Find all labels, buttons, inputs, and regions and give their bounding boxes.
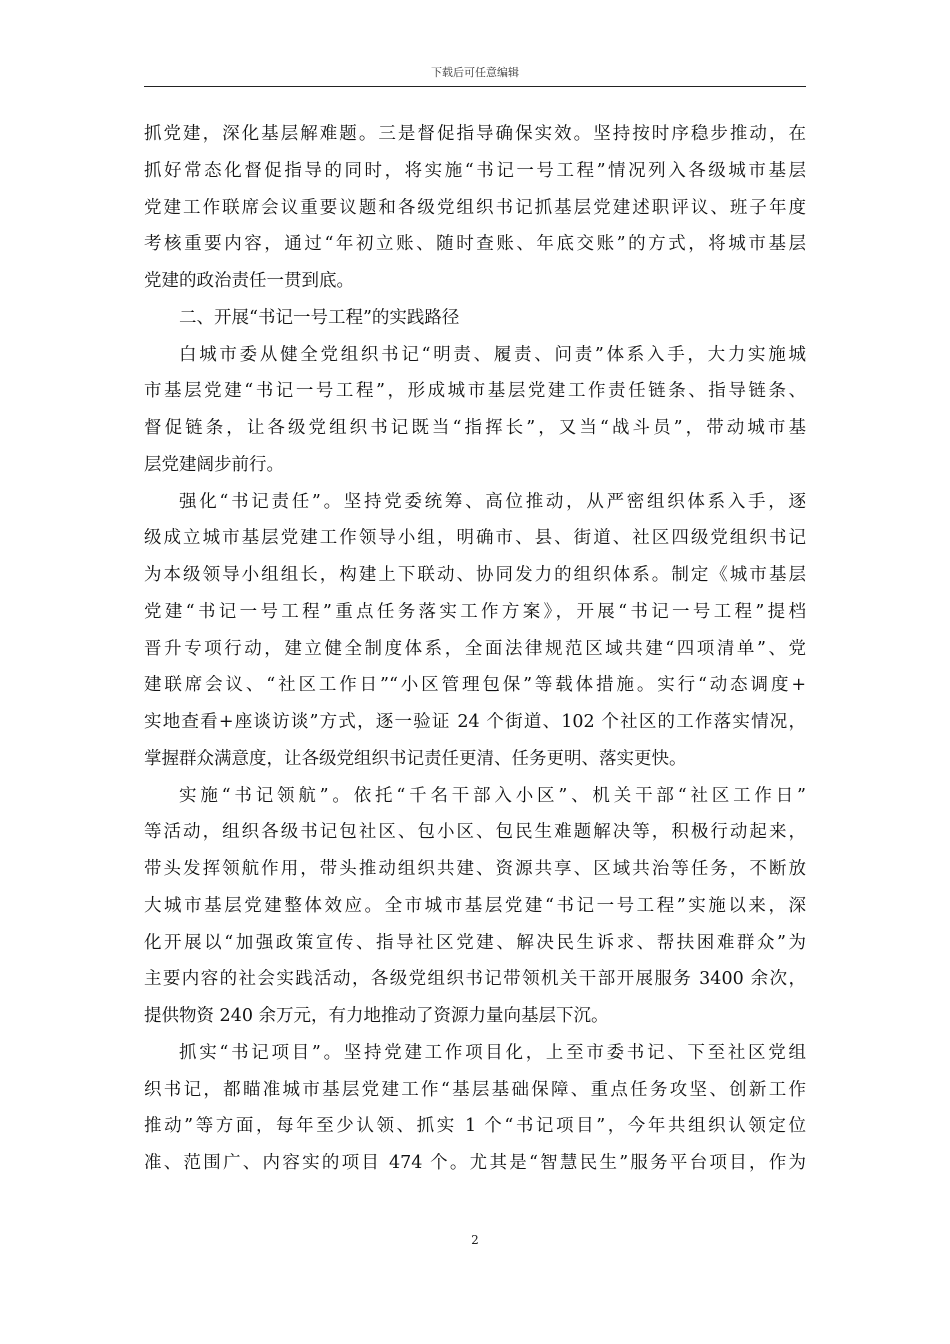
text-line: 级成立城市基层党建工作领导小组，明确市、县、街道、社区四级党组织书记 — [144, 528, 806, 549]
text-line: 推动”等方面，每年至少认领、抓实 1 个“书记项目”，今年共组织认领定位 — [144, 1116, 806, 1137]
document-body — [144, 116, 806, 1182]
text-line: 白城市委从健全党组织书记“明责、履责、问责”体系入手，大力实施城 — [179, 344, 806, 365]
text-line: 抓好常态化督促指导的同时，将实施“书记一号工程”情况列入各级城市基层 — [144, 160, 806, 181]
section-heading: 二、开展“书记一号工程”的实践路径 — [179, 307, 460, 328]
text-line: 抓实“书记项目”。坚持党建工作项目化，上至市委书记、下至社区党组 — [179, 1042, 806, 1063]
text-line: 督促链条，让各级党组织书记既当“指挥长”，又当“战斗员”，带动城市基 — [144, 418, 806, 438]
text-line: 实地查看+座谈访谈”方式，逐一验证 24 个街道、102 个社区的工作落实情况， — [144, 712, 806, 732]
text-line: 实施“书记领航”。依托“千名干部入小区”、机关干部“社区工作日” — [179, 785, 806, 806]
text-line: 党建工作联席会议重要议题和各级党组织书记抓基层党建述职评议、班子年度 — [144, 197, 806, 218]
text-line: 晋升专项行动，建立健全制度体系，全面法律规范区域共建“四项清单”、党 — [144, 638, 806, 659]
text-line: 党建“书记一号工程”重点任务落实工作方案》，开展“书记一号工程”提档 — [144, 601, 806, 622]
text-line: 化开展以“加强政策宣传、指导社区党建、解决民生诉求、帮扶困难群众”为 — [144, 932, 806, 953]
text-line: 主要内容的社会实践活动，各级党组织书记带领机关干部开展服务 3400 余次， — [144, 969, 806, 990]
text-line: 掌握群众满意度，让各级党组织书记责任更清、任务更明、落实更快。 — [144, 748, 687, 769]
page-number: 2 — [471, 1233, 479, 1247]
text-line: 强化“书记责任”。坚持党委统筹、高位推动，从严密组织体系入手，逐 — [179, 491, 806, 512]
text-line: 层党建阔步前行。 — [144, 454, 284, 475]
text-line: 大城市基层党建整体效应。全市城市基层党建“书记一号工程”实施以来，深 — [144, 895, 806, 916]
text-line: 准、范围广、内容实的项目 474 个。尤其是“智慧民生”服务平台项目，作为 — [144, 1153, 806, 1173]
text-line: 建联席会议、“社区工作日”“小区管理包保”等载体措施。实行“动态调度+ — [144, 675, 806, 696]
text-line: 织书记，都瞄准城市基层党建工作“基层基础保障、重点任务攻坚、创新工作 — [144, 1079, 806, 1100]
header-rule — [144, 86, 806, 87]
text-line: 提供物资 240 余万元，有力地推动了资源力量向基层下沉。 — [144, 1006, 609, 1026]
text-line: 考核重要内容，通过“年初立账、随时查账、年底交账”的方式，将城市基层 — [144, 234, 806, 255]
text-line: 等活动，组织各级书记包社区、包小区、包民生难题解决等，积极行动起来， — [144, 822, 806, 843]
text-line: 带头发挥领航作用，带头推动组织共建、资源共享、区域共治等任务，不断放 — [144, 859, 806, 879]
header-note: 下载后可任意编辑 — [431, 66, 519, 79]
text-line: 抓党建，深化基层解难题。三是督促指导确保实效。坚持按时序稳步推动，在 — [144, 124, 806, 144]
text-line: 为本级领导小组组长，构建上下联动、协同发力的组织体系。制定《城市基层 — [144, 565, 806, 585]
text-line: 市基层党建“书记一号工程”，形成城市基层党建工作责任链条、指导链条、 — [144, 381, 806, 402]
text-line: 党建的政治责任一贯到底。 — [144, 271, 354, 291]
